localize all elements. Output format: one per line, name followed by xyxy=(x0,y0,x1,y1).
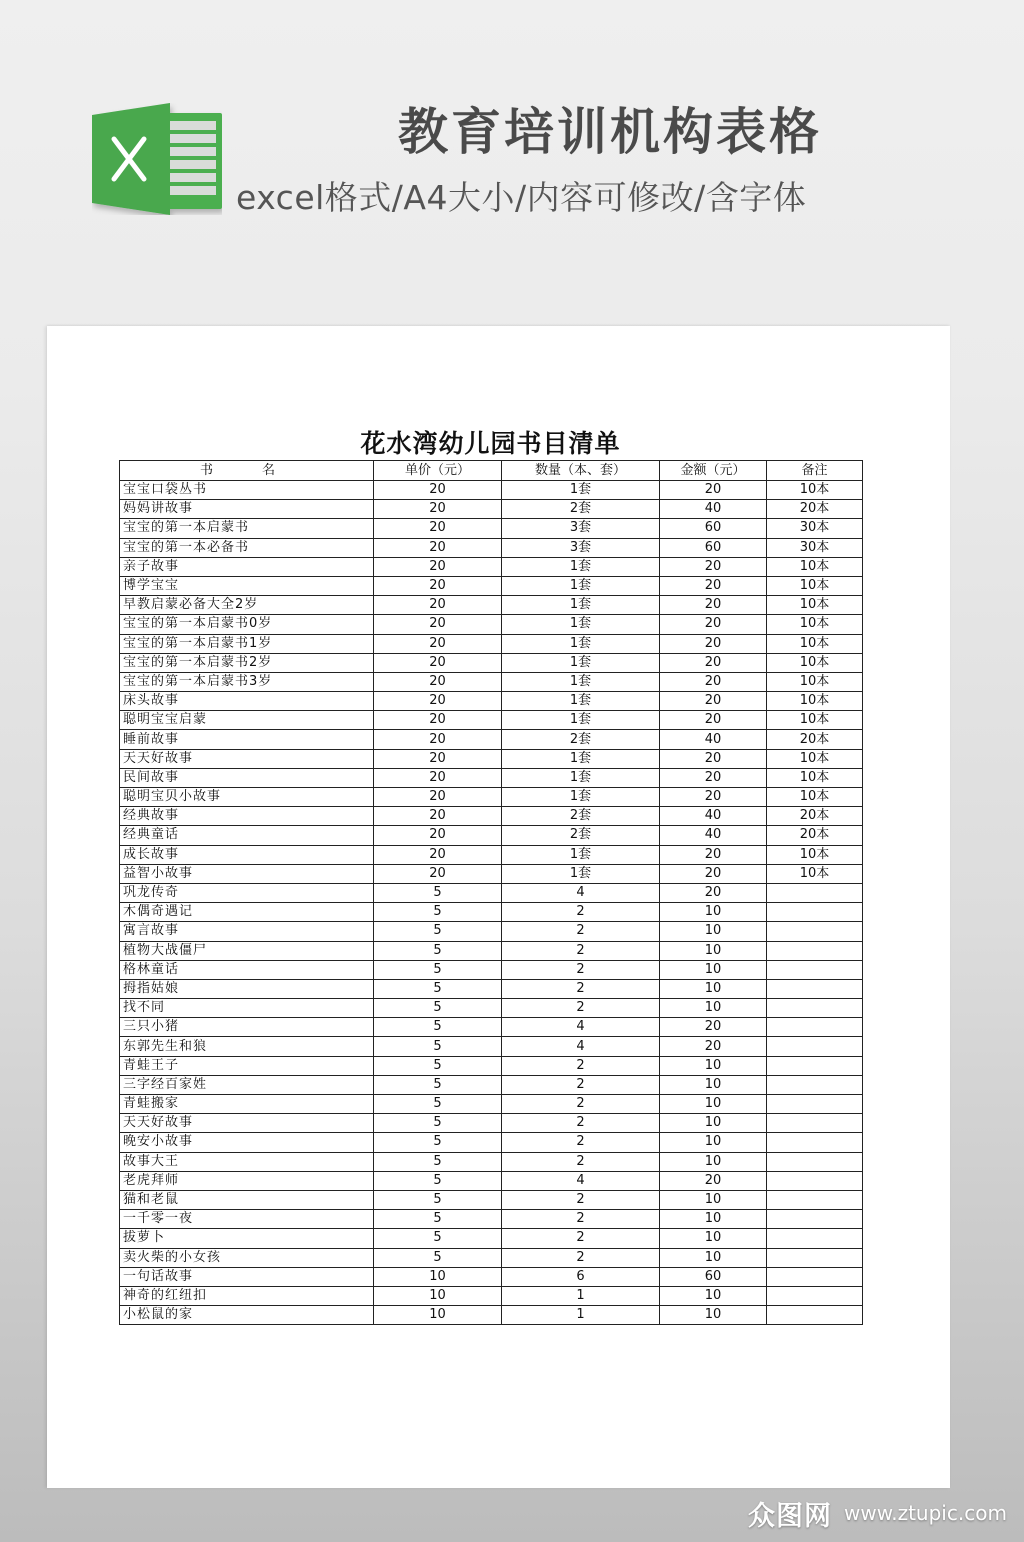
cell-amount: 20 xyxy=(660,864,767,883)
cell-remarks xyxy=(767,883,863,902)
table-row xyxy=(120,826,863,845)
cell-remarks: 20本 xyxy=(767,807,863,826)
cell-quantity: 2 xyxy=(502,1210,660,1229)
cell-unit-price: 20 xyxy=(374,692,502,711)
cell-book-name: 妈妈讲故事 xyxy=(120,500,374,519)
table-row xyxy=(120,1267,863,1286)
cell-unit-price: 20 xyxy=(374,596,502,615)
cell-unit-price: 20 xyxy=(374,576,502,595)
table-row xyxy=(120,1210,863,1229)
table-row xyxy=(120,883,863,902)
cell-book-name: 宝宝的第一本启蒙书0岁 xyxy=(120,615,374,634)
cell-quantity: 1套 xyxy=(502,749,660,768)
cell-amount: 60 xyxy=(660,519,767,538)
cell-quantity: 2 xyxy=(502,1229,660,1248)
cell-unit-price: 20 xyxy=(374,711,502,730)
cell-amount: 40 xyxy=(660,730,767,749)
cell-remarks xyxy=(767,1171,863,1190)
cell-book-name: 聪明宝贝小故事 xyxy=(120,788,374,807)
cell-quantity: 1套 xyxy=(502,788,660,807)
cell-remarks: 10本 xyxy=(767,768,863,787)
cell-amount: 60 xyxy=(660,1267,767,1286)
cell-amount: 20 xyxy=(660,1037,767,1056)
table-row xyxy=(120,634,863,653)
cell-quantity: 1套 xyxy=(502,481,660,500)
cell-amount: 10 xyxy=(660,1152,767,1171)
cell-unit-price: 5 xyxy=(374,999,502,1018)
cell-remarks xyxy=(767,903,863,922)
cell-amount: 20 xyxy=(660,653,767,672)
cell-unit-price: 20 xyxy=(374,653,502,672)
cell-quantity: 2 xyxy=(502,999,660,1018)
cell-book-name: 寓言故事 xyxy=(120,922,374,941)
table-row xyxy=(120,864,863,883)
cell-amount: 20 xyxy=(660,883,767,902)
cell-amount: 10 xyxy=(660,1229,767,1248)
table-row xyxy=(120,1229,863,1248)
table-row xyxy=(120,922,863,941)
cell-remarks xyxy=(767,1152,863,1171)
cell-quantity: 2 xyxy=(502,960,660,979)
cell-book-name: 成长故事 xyxy=(120,845,374,864)
table-row xyxy=(120,596,863,615)
cell-remarks: 20本 xyxy=(767,826,863,845)
cell-unit-price: 5 xyxy=(374,1133,502,1152)
cell-quantity: 1 xyxy=(502,1306,660,1325)
cell-remarks: 10本 xyxy=(767,788,863,807)
cell-unit-price: 5 xyxy=(374,960,502,979)
cell-amount: 40 xyxy=(660,500,767,519)
cell-quantity: 2 xyxy=(502,1114,660,1133)
header-remarks: 备注 xyxy=(767,461,863,481)
table-row xyxy=(120,1306,863,1325)
cell-remarks xyxy=(767,1248,863,1267)
cell-quantity: 2 xyxy=(502,941,660,960)
cell-quantity: 2 xyxy=(502,903,660,922)
cell-amount: 40 xyxy=(660,826,767,845)
cell-remarks xyxy=(767,979,863,998)
cell-amount: 20 xyxy=(660,557,767,576)
cell-amount: 10 xyxy=(660,1248,767,1267)
cell-amount: 20 xyxy=(660,672,767,691)
cell-book-name: 亲子故事 xyxy=(120,557,374,576)
cell-quantity: 2套 xyxy=(502,807,660,826)
table-row xyxy=(120,653,863,672)
cell-remarks: 10本 xyxy=(767,615,863,634)
cell-book-name: 猫和老鼠 xyxy=(120,1190,374,1209)
cell-book-name: 民间故事 xyxy=(120,768,374,787)
cell-book-name: 经典童话 xyxy=(120,826,374,845)
cell-remarks: 10本 xyxy=(767,672,863,691)
cell-remarks xyxy=(767,1075,863,1094)
cell-unit-price: 20 xyxy=(374,826,502,845)
cell-quantity: 4 xyxy=(502,1171,660,1190)
cell-quantity: 1套 xyxy=(502,672,660,691)
table-row xyxy=(120,1133,863,1152)
cell-unit-price: 20 xyxy=(374,519,502,538)
cell-unit-price: 20 xyxy=(374,768,502,787)
cell-amount: 10 xyxy=(660,1210,767,1229)
cell-amount: 20 xyxy=(660,596,767,615)
cell-quantity: 1 xyxy=(502,1286,660,1305)
cell-amount: 20 xyxy=(660,1018,767,1037)
table-row xyxy=(120,557,863,576)
cell-amount: 10 xyxy=(660,1114,767,1133)
cell-quantity: 4 xyxy=(502,1018,660,1037)
cell-amount: 10 xyxy=(660,1056,767,1075)
table-row xyxy=(120,672,863,691)
banner xyxy=(0,0,1024,300)
cell-unit-price: 20 xyxy=(374,672,502,691)
cell-unit-price: 5 xyxy=(374,1056,502,1075)
table-row xyxy=(120,1152,863,1171)
cell-book-name: 青蛙王子 xyxy=(120,1056,374,1075)
cell-unit-price: 5 xyxy=(374,1152,502,1171)
cell-remarks xyxy=(767,1229,863,1248)
cell-remarks: 10本 xyxy=(767,653,863,672)
cell-quantity: 3套 xyxy=(502,519,660,538)
cell-book-name: 宝宝的第一本必备书 xyxy=(120,538,374,557)
table-row xyxy=(120,481,863,500)
cell-book-name: 聪明宝宝启蒙 xyxy=(120,711,374,730)
table-row xyxy=(120,999,863,1018)
cell-book-name: 天天好故事 xyxy=(120,1114,374,1133)
cell-quantity: 2 xyxy=(502,1075,660,1094)
cell-quantity: 1套 xyxy=(502,576,660,595)
cell-book-name: 找不同 xyxy=(120,999,374,1018)
cell-book-name: 一千零一夜 xyxy=(120,1210,374,1229)
table-row xyxy=(120,960,863,979)
cell-book-name: 神奇的红纽扣 xyxy=(120,1286,374,1305)
cell-book-name: 植物大战僵尸 xyxy=(120,941,374,960)
cell-book-name: 天天好故事 xyxy=(120,749,374,768)
cell-amount: 10 xyxy=(660,1095,767,1114)
cell-unit-price: 20 xyxy=(374,615,502,634)
cell-quantity: 1套 xyxy=(502,557,660,576)
cell-unit-price: 5 xyxy=(374,1075,502,1094)
cell-unit-price: 5 xyxy=(374,1171,502,1190)
cell-unit-price: 20 xyxy=(374,557,502,576)
cell-unit-price: 20 xyxy=(374,749,502,768)
cell-remarks xyxy=(767,1095,863,1114)
cell-book-name: 青蛙搬家 xyxy=(120,1095,374,1114)
cell-remarks: 10本 xyxy=(767,596,863,615)
cell-quantity: 2套 xyxy=(502,826,660,845)
cell-book-name: 木偶奇遇记 xyxy=(120,903,374,922)
cell-amount: 20 xyxy=(660,615,767,634)
sheet-title: 花水湾幼儿园书目清单 xyxy=(360,429,621,458)
cell-amount: 10 xyxy=(660,903,767,922)
cell-amount: 20 xyxy=(660,788,767,807)
cell-remarks: 30本 xyxy=(767,538,863,557)
cell-quantity: 1套 xyxy=(502,692,660,711)
cell-remarks xyxy=(767,960,863,979)
cell-unit-price: 10 xyxy=(374,1286,502,1305)
table-row xyxy=(120,845,863,864)
cell-amount: 20 xyxy=(660,481,767,500)
cell-unit-price: 20 xyxy=(374,730,502,749)
cell-remarks: 10本 xyxy=(767,576,863,595)
cell-quantity: 3套 xyxy=(502,538,660,557)
table-row xyxy=(120,979,863,998)
cell-unit-price: 20 xyxy=(374,481,502,500)
cell-book-name: 宝宝的第一本启蒙书1岁 xyxy=(120,634,374,653)
header-unit-price: 单价（元） xyxy=(374,461,502,481)
cell-unit-price: 20 xyxy=(374,864,502,883)
cell-quantity: 1套 xyxy=(502,845,660,864)
cell-remarks: 20本 xyxy=(767,500,863,519)
table-row xyxy=(120,615,863,634)
cell-remarks xyxy=(767,1114,863,1133)
cell-amount: 10 xyxy=(660,1075,767,1094)
cell-unit-price: 5 xyxy=(374,903,502,922)
cell-amount: 20 xyxy=(660,749,767,768)
cell-quantity: 2 xyxy=(502,922,660,941)
cell-remarks: 10本 xyxy=(767,557,863,576)
cell-remarks: 10本 xyxy=(767,634,863,653)
cell-remarks: 10本 xyxy=(767,749,863,768)
cell-unit-price: 20 xyxy=(374,845,502,864)
cell-book-name: 拔萝卜 xyxy=(120,1229,374,1248)
cell-remarks xyxy=(767,941,863,960)
cell-amount: 10 xyxy=(660,1190,767,1209)
cell-book-name: 晚安小故事 xyxy=(120,1133,374,1152)
table-row xyxy=(120,1056,863,1075)
cell-amount: 20 xyxy=(660,634,767,653)
table-row xyxy=(120,1286,863,1305)
cell-unit-price: 20 xyxy=(374,538,502,557)
banner-subtitle: excel格式/A4大小/内容可修改/含字体 xyxy=(236,178,807,217)
banner-title: 教育培训机构表格 xyxy=(398,103,822,161)
table-row xyxy=(120,730,863,749)
table-row xyxy=(120,1114,863,1133)
cell-book-name: 故事大王 xyxy=(120,1152,374,1171)
table-row xyxy=(120,1037,863,1056)
cell-remarks xyxy=(767,1133,863,1152)
table-row xyxy=(120,768,863,787)
cell-quantity: 1套 xyxy=(502,634,660,653)
cell-unit-price: 5 xyxy=(374,1095,502,1114)
watermark xyxy=(748,1496,1007,1530)
cell-remarks: 10本 xyxy=(767,481,863,500)
cell-quantity: 4 xyxy=(502,1037,660,1056)
cell-book-name: 小松鼠的家 xyxy=(120,1306,374,1325)
table-row xyxy=(120,1248,863,1267)
table-row xyxy=(120,576,863,595)
cell-remarks: 10本 xyxy=(767,864,863,883)
header-row xyxy=(120,461,863,481)
cell-unit-price: 20 xyxy=(374,788,502,807)
header-quantity: 数量（本、套） xyxy=(502,461,660,481)
cell-amount: 20 xyxy=(660,1171,767,1190)
cell-unit-price: 5 xyxy=(374,1018,502,1037)
table-row xyxy=(120,749,863,768)
cell-amount: 10 xyxy=(660,941,767,960)
table-row xyxy=(120,1075,863,1094)
table-row xyxy=(120,1018,863,1037)
cell-quantity: 1套 xyxy=(502,768,660,787)
cell-quantity: 1套 xyxy=(502,864,660,883)
cell-book-name: 经典故事 xyxy=(120,807,374,826)
cell-unit-price: 5 xyxy=(374,941,502,960)
cell-quantity: 2 xyxy=(502,1248,660,1267)
cell-unit-price: 5 xyxy=(374,1190,502,1209)
cell-amount: 10 xyxy=(660,1306,767,1325)
cell-remarks xyxy=(767,1306,863,1325)
cell-unit-price: 5 xyxy=(374,922,502,941)
table-row xyxy=(120,519,863,538)
cell-remarks xyxy=(767,1037,863,1056)
cell-remarks xyxy=(767,1267,863,1286)
cell-unit-price: 10 xyxy=(374,1306,502,1325)
cell-quantity: 2 xyxy=(502,1133,660,1152)
cell-book-name: 宝宝的第一本启蒙书2岁 xyxy=(120,653,374,672)
cell-remarks: 10本 xyxy=(767,711,863,730)
cell-book-name: 益智小故事 xyxy=(120,864,374,883)
cell-amount: 10 xyxy=(660,960,767,979)
cell-remarks xyxy=(767,1018,863,1037)
cell-quantity: 2 xyxy=(502,1095,660,1114)
cell-book-name: 巩龙传奇 xyxy=(120,883,374,902)
cell-remarks xyxy=(767,1210,863,1229)
cell-book-name: 拇指姑娘 xyxy=(120,979,374,998)
table-row xyxy=(120,1171,863,1190)
cell-quantity: 2 xyxy=(502,979,660,998)
cell-quantity: 1套 xyxy=(502,596,660,615)
cell-quantity: 2 xyxy=(502,1152,660,1171)
cell-amount: 20 xyxy=(660,711,767,730)
cell-amount: 10 xyxy=(660,999,767,1018)
table-row xyxy=(120,788,863,807)
cell-unit-price: 10 xyxy=(374,1267,502,1286)
cell-unit-price: 5 xyxy=(374,1229,502,1248)
cell-remarks xyxy=(767,922,863,941)
cell-quantity: 4 xyxy=(502,883,660,902)
cell-amount: 20 xyxy=(660,768,767,787)
cell-quantity: 2 xyxy=(502,1056,660,1075)
cell-remarks xyxy=(767,1056,863,1075)
cell-remarks: 30本 xyxy=(767,519,863,538)
cell-unit-price: 20 xyxy=(374,807,502,826)
cell-book-name: 宝宝口袋丛书 xyxy=(120,481,374,500)
book-list-table xyxy=(119,460,863,1325)
cell-amount: 20 xyxy=(660,692,767,711)
header-amount: 金额（元） xyxy=(660,461,767,481)
watermark-url: www.ztupic.com xyxy=(844,1501,1007,1525)
cell-book-name: 东郭先生和狼 xyxy=(120,1037,374,1056)
table-row xyxy=(120,807,863,826)
cell-unit-price: 20 xyxy=(374,634,502,653)
cell-book-name: 床头故事 xyxy=(120,692,374,711)
cell-remarks xyxy=(767,1190,863,1209)
table-row xyxy=(120,903,863,922)
cell-remarks: 10本 xyxy=(767,845,863,864)
cell-book-name: 博学宝宝 xyxy=(120,576,374,595)
cell-book-name: 三只小猪 xyxy=(120,1018,374,1037)
cell-quantity: 1套 xyxy=(502,615,660,634)
cell-book-name: 格林童话 xyxy=(120,960,374,979)
cell-unit-price: 5 xyxy=(374,979,502,998)
cell-remarks xyxy=(767,999,863,1018)
cell-remarks xyxy=(767,1286,863,1305)
cell-quantity: 1套 xyxy=(502,711,660,730)
spreadsheet-page xyxy=(47,326,950,1488)
cell-amount: 10 xyxy=(660,1286,767,1305)
cell-amount: 40 xyxy=(660,807,767,826)
table-row xyxy=(120,500,863,519)
cell-unit-price: 5 xyxy=(374,1210,502,1229)
cell-quantity: 1套 xyxy=(502,653,660,672)
cell-unit-price: 5 xyxy=(374,1248,502,1267)
table-row xyxy=(120,711,863,730)
cell-quantity: 2套 xyxy=(502,730,660,749)
cell-unit-price: 20 xyxy=(374,500,502,519)
cell-quantity: 2 xyxy=(502,1190,660,1209)
excel-icon xyxy=(92,103,222,215)
cell-amount: 10 xyxy=(660,1133,767,1152)
cell-amount: 10 xyxy=(660,922,767,941)
cell-book-name: 老虎拜师 xyxy=(120,1171,374,1190)
cell-unit-price: 5 xyxy=(374,1037,502,1056)
cell-book-name: 一句话故事 xyxy=(120,1267,374,1286)
table-body xyxy=(120,481,863,1325)
cell-quantity: 6 xyxy=(502,1267,660,1286)
cell-book-name: 早教启蒙必备大全2岁 xyxy=(120,596,374,615)
cell-remarks: 10本 xyxy=(767,692,863,711)
cell-book-name: 宝宝的第一本启蒙书 xyxy=(120,519,374,538)
cell-amount: 20 xyxy=(660,576,767,595)
table-row xyxy=(120,941,863,960)
cell-amount: 10 xyxy=(660,979,767,998)
cell-book-name: 卖火柴的小女孩 xyxy=(120,1248,374,1267)
table-row xyxy=(120,692,863,711)
table-row xyxy=(120,1095,863,1114)
cell-quantity: 2套 xyxy=(502,500,660,519)
table-row xyxy=(120,1190,863,1209)
cell-remarks: 20本 xyxy=(767,730,863,749)
header-book-name: 书 名 xyxy=(120,461,374,481)
table-row xyxy=(120,538,863,557)
cell-unit-price: 5 xyxy=(374,1114,502,1133)
watermark-logo: 众图网 xyxy=(748,1500,832,1532)
cell-book-name: 三字经百家姓 xyxy=(120,1075,374,1094)
cell-amount: 60 xyxy=(660,538,767,557)
cell-book-name: 宝宝的第一本启蒙书3岁 xyxy=(120,672,374,691)
cell-unit-price: 5 xyxy=(374,883,502,902)
cell-amount: 20 xyxy=(660,845,767,864)
cell-book-name: 睡前故事 xyxy=(120,730,374,749)
